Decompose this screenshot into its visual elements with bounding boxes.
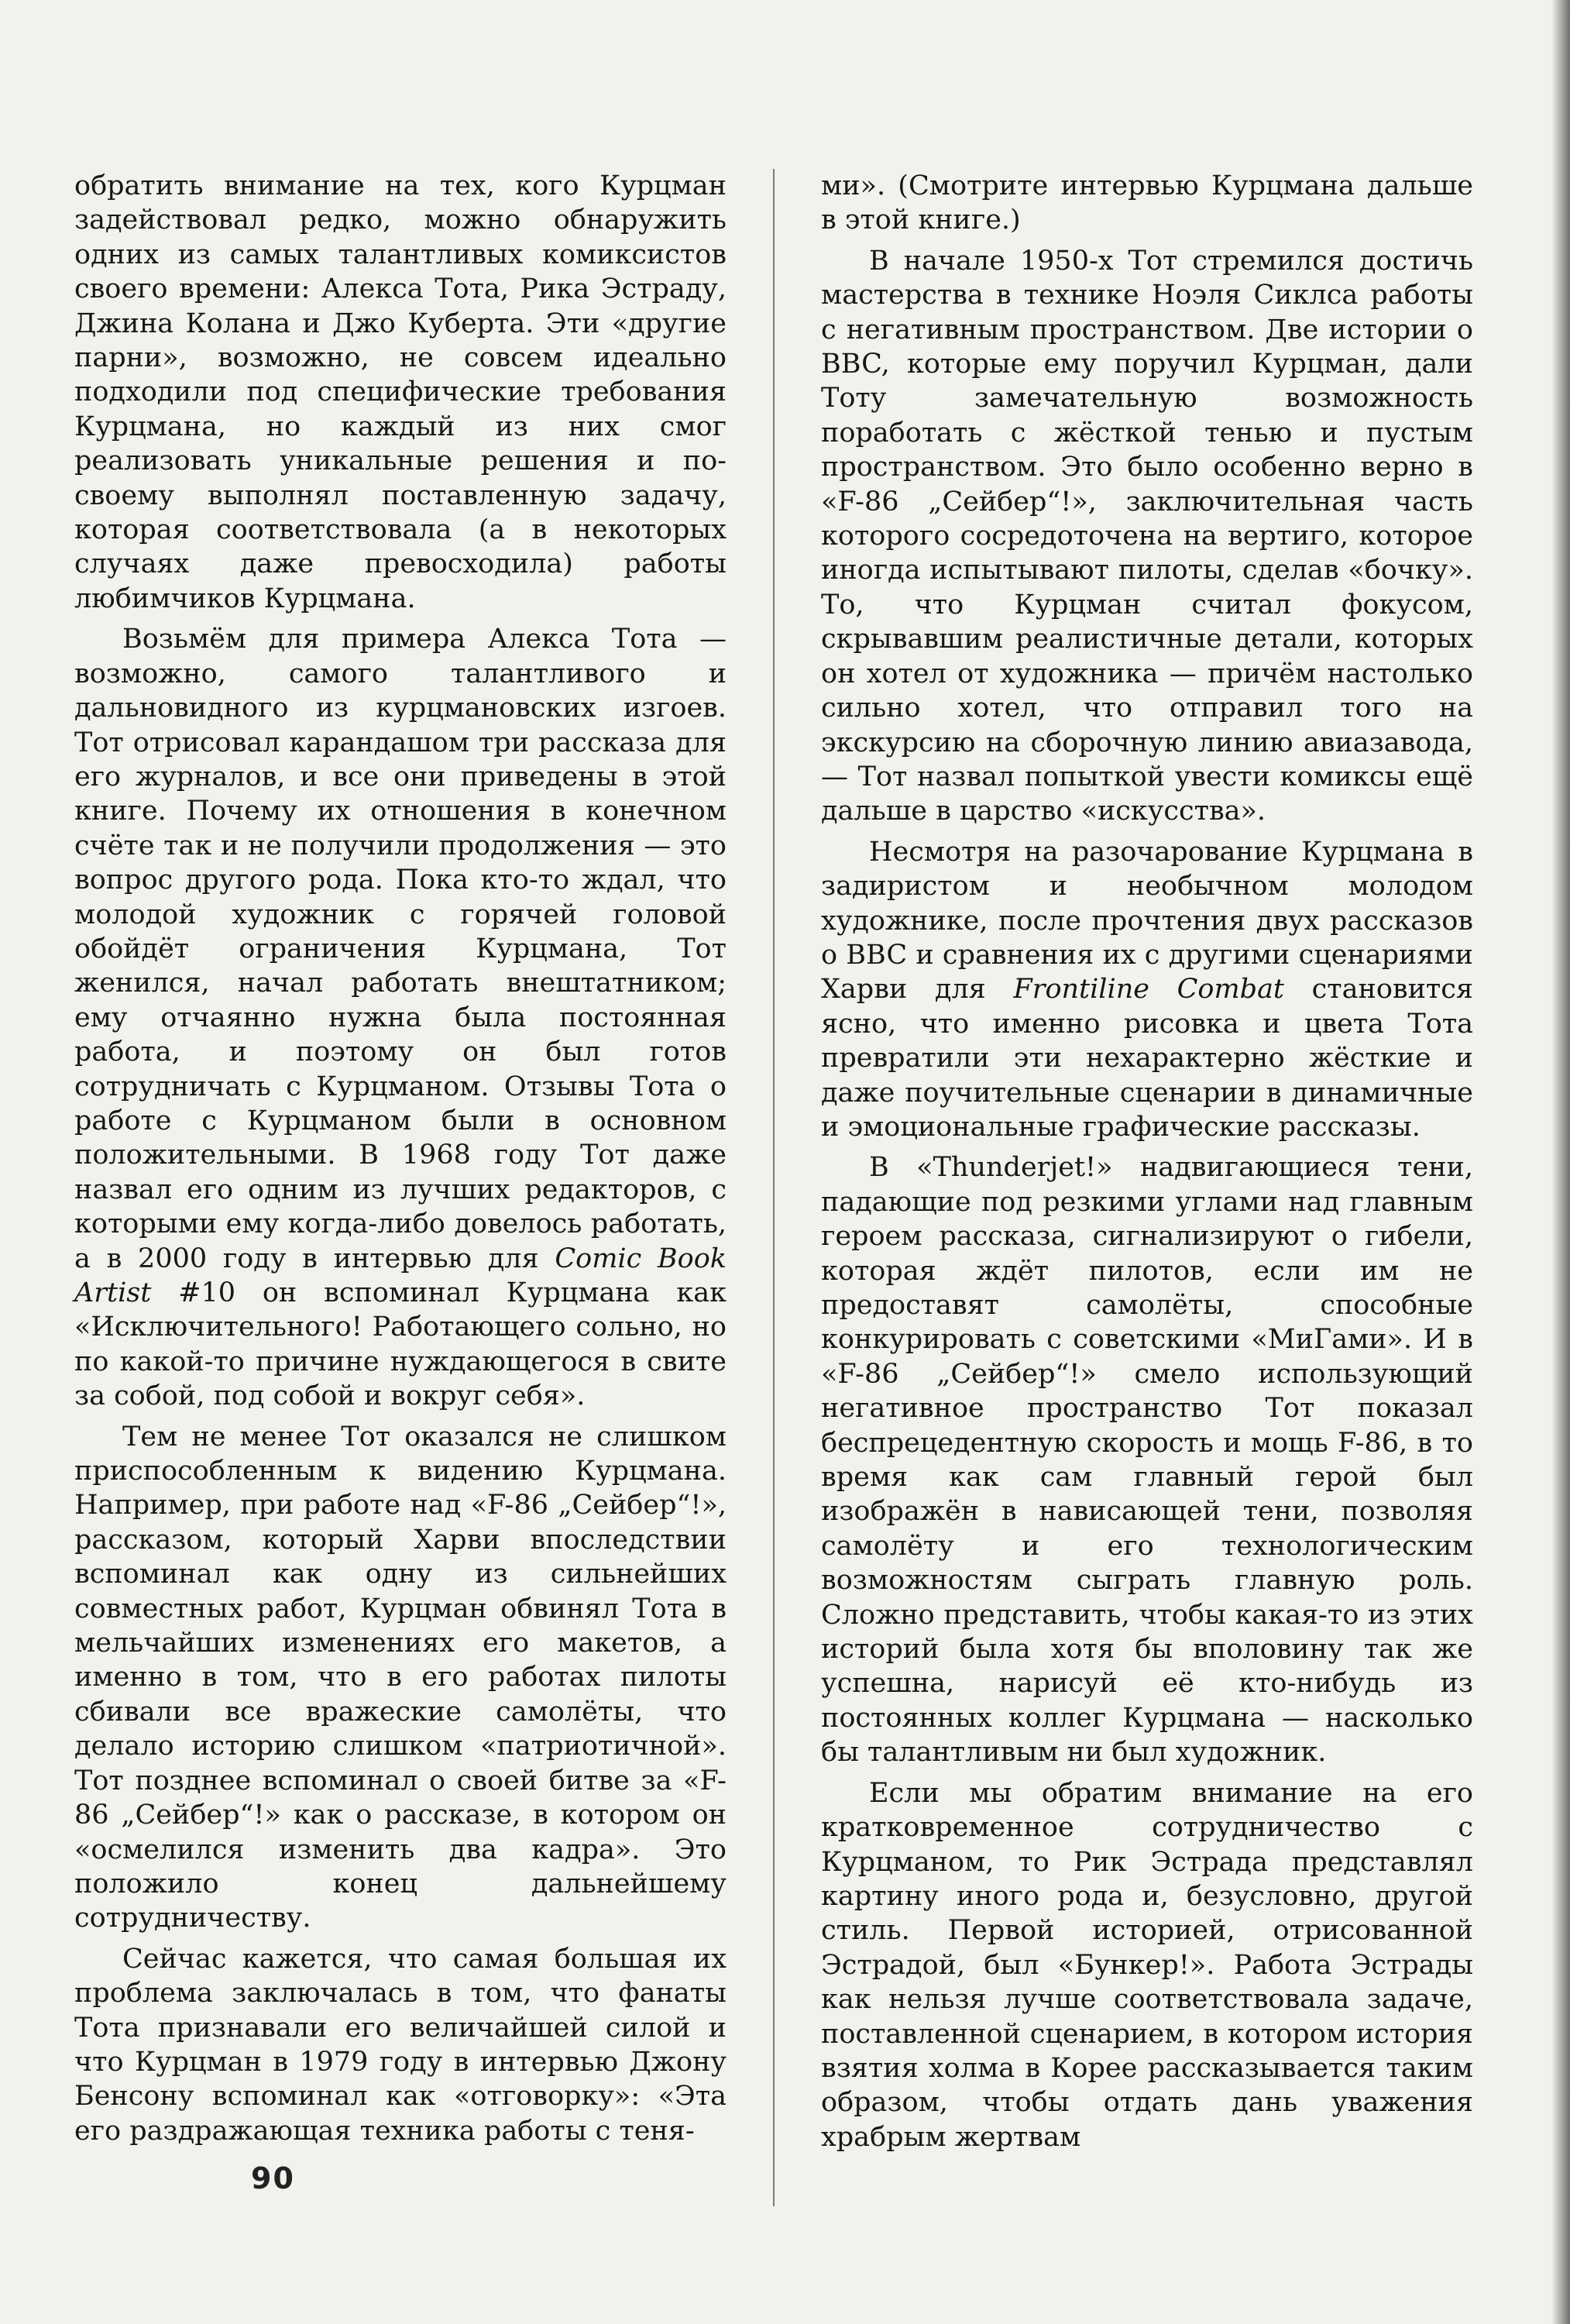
text-segment: В начале 1950-х Тот стремился достичь мастерства в технике Ноэля Сиклса работы с негативным пространством. Две истории о BBC, которые ему поручил Курцман, дали Тоту замечательную возможность поработать с жёсткой тенью и пустым пространством. Это было особенно верно в «F-86 „Сейбер“!», заключительная часть которого сосредоточена на вертиго, которое иногда испытывают пилоты, сделав «бочку». То, что Курцман считал фокусом, скрывавшим реалистичные детали, которых он хотел от художника — причём настолько сильно хотел, что отправил того на экскурсию на сборочную линию авиазавода, — Тот назвал попыткой увести комиксы ещё дальше в царство «искусства».	[821, 245, 1473, 827]
text-segment: Возьмём для примера Алекса Тота — возможно, самого талантливого и дальновидного из курцмановских изгоев. Тот отрисовал карандашом три рассказа для его журналов, и все они приведены в этой книге. Почему их отношения в конечном счёте так и не получили продолжения — это вопрос другого рода. Пока кто-то ждал, что молодой художник с горячей головой обойдёт ограничения Курцмана, Тот женился, начал работать внештатником; ему отчаянно нужна была постоянная работа, и поэтому он был готов сотрудничать с Курцманом. Отзывы Тота о работе с Курцманом были в основном положительными. В 1968 году Тот даже назвал его одним из лучших редакторов, с которыми ему когда-либо довелось работать, а в 2000 году в интервью для	[74, 624, 727, 1274]
paragraph	[821, 1150, 1473, 1769]
paragraph	[821, 835, 1473, 1145]
paragraph	[74, 1942, 727, 2148]
text-segment: Сейчас кажется, что самая большая их проблема заключалась в том, что фанаты Тота признавали его величайшей силой и что Курцман в 1979 году в интервью Джону Бенсону вспоминал как «отговорку»: «Эта его раздражающая техника работы с теня-	[74, 1943, 727, 2147]
text-segment: Несмотря на разочарование Курцмана в задиристом и необычном молодом художнике, после прочтения двух рассказов о BBC и сравнения их с другими сценариями Харви для	[821, 836, 1473, 1006]
page-edge-shadow	[1551, 0, 1570, 2324]
column-divider	[773, 169, 775, 2206]
paragraph	[74, 169, 727, 616]
paragraph	[74, 622, 727, 1413]
italic-title: Comic Book Artist	[74, 1243, 727, 1308]
text-segment: Если мы обратим внимание на его кратковременное сотрудничество с Курцманом, то Рик Эстрада представлял картину иного рода и, безусловно, другой стиль. Первой историей, отрисованной Эстрадой, был «Бункер!». Работа Эстрады как нельзя лучше соответствовала задаче, поставленной сценарием, в котором история взятия холма в Корее рассказывается таким образом, чтобы отдать дань уважения храбрым жертвам	[821, 1777, 1473, 2153]
text-segment: Тем не менее Тот оказался не слишком приспособленным к видению Курцмана. Например, при работе над «F-86 „Сейбер“!», рассказом, который Харви впоследствии вспоминал как одну из сильнейших совместных работ, Курцман обвинял Тота в мельчайших изменениях его макетов, а именно в том, что в его работах пилоты сбивали все вражеские самолёты, что делало историю слишком «патриотичной». Тот позднее вспоминал о своей битве за «F-86 „Сейбер“!» как о рассказе, в котором он «осмелился изменить два кадра». Это положило конец дальнейшему сотрудничеству.	[74, 1421, 727, 1934]
paragraph	[821, 244, 1473, 829]
paragraph	[74, 1420, 727, 1936]
paragraph	[821, 1776, 1473, 2154]
left-column	[74, 169, 727, 2148]
page-number: 90	[251, 2161, 295, 2195]
italic-title: Frontiline Combat	[1013, 974, 1284, 1006]
text-segment: В «Thunderjet!» надвигающиеся тени, падающие под резкими углами над главным героем рассказа, сигнализируют о гибели, которая ждёт пилотов, если им не предоставят самолёты, способные конкурировать с советскими «МиГами». И в «F-86 „Сейбер“!» смело использующий негативное пространство Тот показал беспрецедентную скорость и мощь F-86, в то время как сам главный герой был изображён в нависающей тени, позволяя самолёту и его технологическим возможностям сыграть главную роль. Сложно представить, чтобы какая-то из этих историй была хотя бы вполовину так же успешна, нарисуй её кто-нибудь из постоянных коллег Курцмана — насколько бы талантливым ни был художник.	[821, 1152, 1473, 1769]
text-segment: #10 он вспоминал Курцмана как «Исключительного! Работающего сольно, но по какой-то причине нуждающегося в свите за собой, под собой и вокруг себя».	[74, 1277, 727, 1412]
text-segment: обратить внимание на тех, кого Курцман задействовал редко, можно обнаружить одних из самых талантливых комиксистов своего времени: Алекса Тота, Рика Эстраду, Джина Колана и Джо Куберта. Эти «другие парни», возможно, не совсем идеально подходили под специфические требования Курцмана, но каждый из них смог реализовать уникальные решения и по-своему выполнял поставленную задачу, которая соответствовала (а в некоторых случаях даже превосходила) работы любимчиков Курцмана.	[74, 170, 727, 614]
text-segment: становится ясно, что именно рисовка и цвета Тота превратили эти нехарактерно жёсткие и даже поучительные сценарии в динамичные и эмоциональные графические рассказы.	[821, 974, 1473, 1143]
paragraph	[821, 169, 1473, 238]
text-segment: ми». (Смотрите интервью Курцмана дальше в этой книге.)	[821, 170, 1473, 236]
right-column	[821, 169, 1473, 2154]
